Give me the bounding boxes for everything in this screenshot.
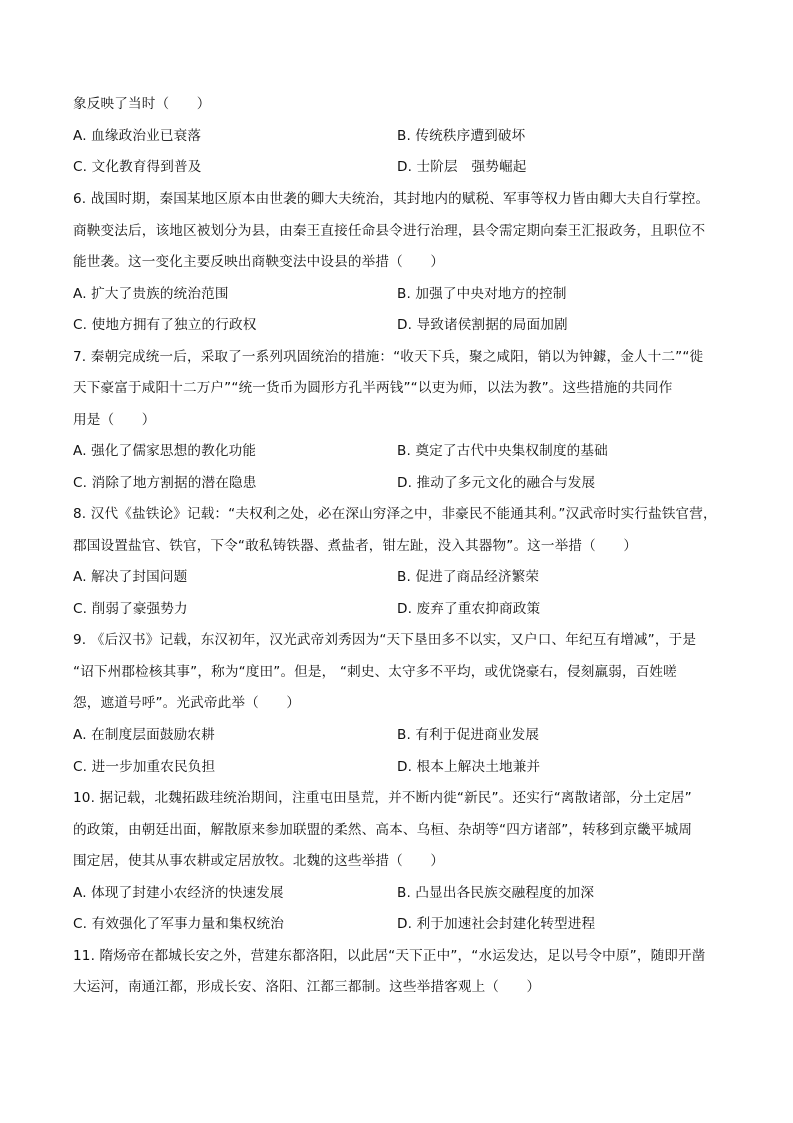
q5-option-a: A. 血缘政治业已衰落 <box>73 128 202 144</box>
q5-option-c: C. 文化教育得到普及 <box>73 159 202 175</box>
q10-option-a: A. 体现了封建小农经济的快速发展 <box>73 885 284 901</box>
q6-option-a: A. 扩大了贵族的统治范围 <box>73 286 229 302</box>
q10-stem-line-2: 的政策，由朝廷出面，解散原来参加联盟的柔然、高本、乌桓、杂胡等“四方诸部”，转移到京畿平城周 <box>73 822 693 838</box>
q8-option-a: A. 解决了封国问题 <box>73 569 188 585</box>
q6-stem-line-1: 6. 战国时期，秦国某地区原本由世袭的卿大夫统治，其封地内的赋税、军事等权力皆由卿大夫自行掌控。 <box>73 191 710 207</box>
q9-stem-line-1: 9. 《后汉书》记载，东汉初年，汉光武帝刘秀因为“天下垦田多不以实，又户口、年纪互有增减”，于是 <box>73 632 697 648</box>
q6-stem-line-3: 能世袭。这一变化主要反映出商鞅变法中设县的举措（ ） <box>73 254 445 270</box>
q6-option-b: B. 加强了中央对地方的控制 <box>397 286 567 302</box>
q9-stem-line-2: “诏下州郡检核其事”，称为“度田”。但是， “刺史、太守多不平均，或优饶豪右，侵刻羸弱，百姓嗟 <box>73 664 677 680</box>
q7-stem-line-2: 天下豪富于咸阳十二万户”“统一货币为圆形方孔半两钱”“以吏为师，以法为教”。这些措施的共同作 <box>73 380 673 396</box>
q10-stem-line-1: 10. 据记载，北魏拓跋珪统治期间，注重屯田垦荒，并不断内徙“新民”。还实行“离散诸部，分土定居” <box>73 790 692 806</box>
q9-stem-line-3: 怨，遮道号呼”。光武帝此举（ ） <box>73 695 301 711</box>
q9-option-d: D. 根本上解决土地兼并 <box>397 759 541 775</box>
q10-option-b: B. 凸显出各民族交融程度的加深 <box>397 885 595 901</box>
q8-option-b: B. 促进了商品经济繁荣 <box>397 569 540 585</box>
q8-stem-line-1: 8. 汉代《盐铁论》记载：“夫权利之处，必在深山穷泽之中，非豪民不能通其利。”汉武帝时实行盐铁官营， <box>73 506 717 522</box>
q7-stem-line-1: 7. 秦朝完成统一后，采取了一系列巩固统治的措施：“收天下兵，聚之咸阳，销以为钟鐻，金人十二”“徙 <box>73 349 704 365</box>
q7-option-c: C. 消除了地方割据的潜在隐患 <box>73 475 257 491</box>
q11-stem-line-2: 大运河，南通江都，形成长安、洛阳、江都三都制。这些举措客观上（ ） <box>73 979 541 995</box>
q6-option-c: C. 使地方拥有了独立的行政权 <box>73 317 257 333</box>
q11-stem-line-1: 11. 隋炀帝在都城长安之外，营建东都洛阳，以此居“天下正中”，“水运发达，足以号令中原”，随即开凿 <box>73 948 706 964</box>
q9-option-b: B. 有利于促进商业发展 <box>397 727 540 743</box>
q7-stem-line-3: 用是（ ） <box>73 412 156 428</box>
q7-option-d: D. 推动了多元文化的融合与发展 <box>397 475 596 491</box>
q10-option-c: C. 有效强化了军事力量和集权统治 <box>73 916 284 932</box>
q5-option-b: B. 传统秩序遭到破坏 <box>397 128 526 144</box>
q8-option-c: C. 削弱了豪强势力 <box>73 601 188 617</box>
q9-option-c: C. 进一步加重农民负担 <box>73 759 216 775</box>
q6-stem-line-2: 商鞅变法后，该地区被划分为县，由秦王直接任命县令进行治理，县令需定期向秦王汇报政务，且职位不 <box>73 223 706 239</box>
q5-stem-tail: 象反映了当时（ ） <box>73 96 211 112</box>
q7-option-b: B. 奠定了古代中央集权制度的基础 <box>397 443 608 459</box>
q10-stem-line-3: 围定居，使其从事农耕或定居放牧。北魏的这些举措（ ） <box>73 853 445 869</box>
q7-option-a: A. 强化了儒家思想的教化功能 <box>73 443 257 459</box>
q8-stem-line-2: 郡国设置盐官、铁官，下令“敢私铸铁器、煮盐者，钳左趾，没入其器物”。这一举措（ ） <box>73 538 638 554</box>
q8-option-d: D. 废弃了重农抑商政策 <box>397 601 541 617</box>
q6-option-d: D. 导致诸侯割据的局面加剧 <box>397 317 568 333</box>
q10-option-d: D. 利于加速社会封建化转型进程 <box>397 916 596 932</box>
q5-option-d: D. 士阶层 强势崛起 <box>397 159 527 175</box>
q9-option-a: A. 在制度层面鼓励农耕 <box>73 727 215 743</box>
